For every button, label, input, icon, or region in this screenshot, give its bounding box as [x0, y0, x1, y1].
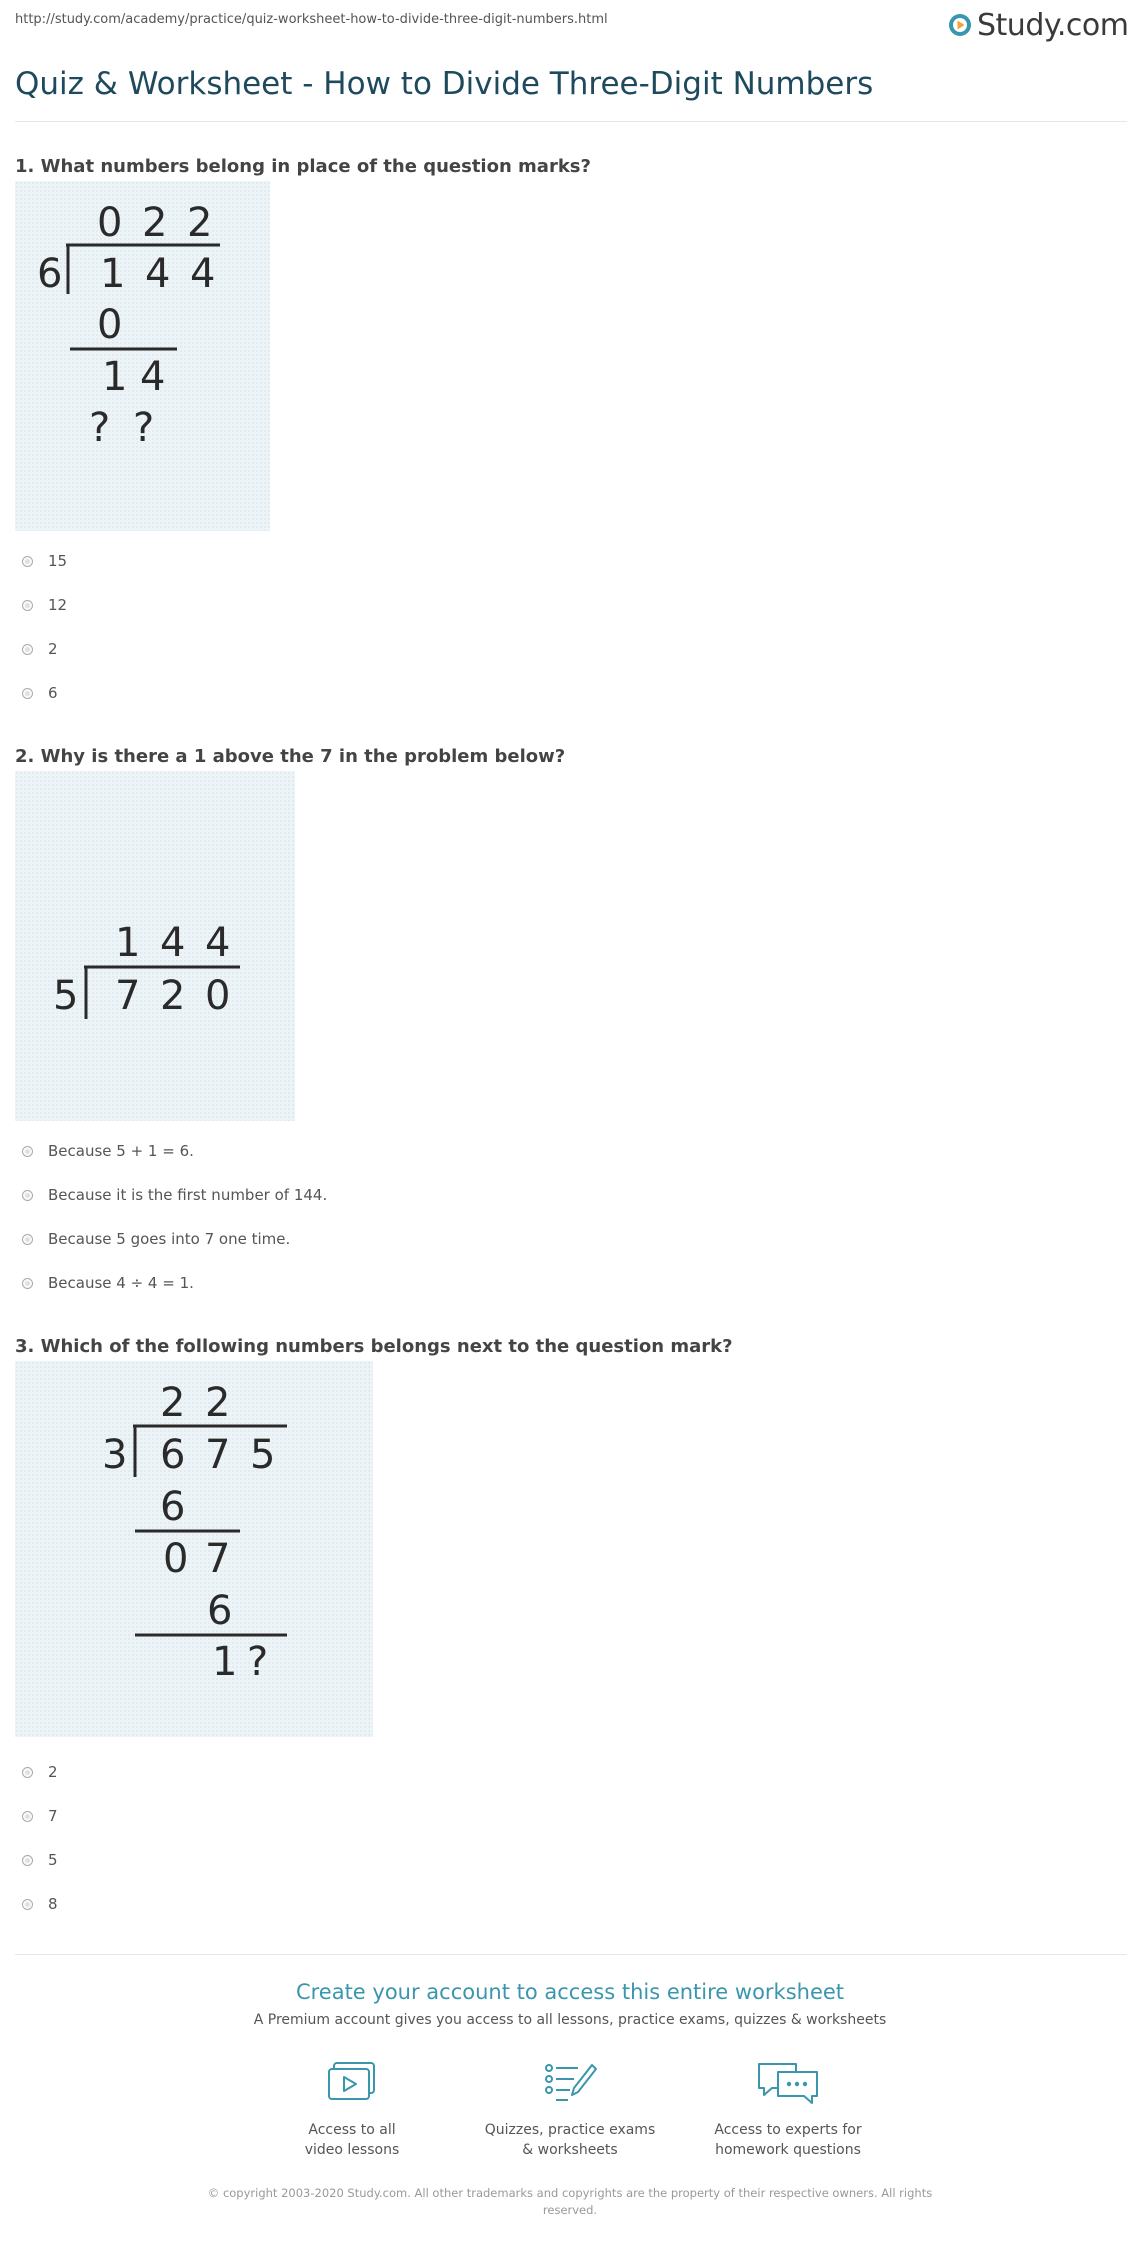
q3-question-mark: ? — [247, 1639, 269, 1685]
experts-chat-icon — [756, 2060, 820, 2106]
q1-step-digit: 0 — [97, 302, 123, 348]
option-label: Because it is the first number of 144. — [48, 1186, 328, 1204]
radio-button[interactable] — [22, 1899, 33, 1910]
feature-label: video lessons — [304, 2142, 400, 2158]
option-label: 5 — [48, 1851, 58, 1869]
play-circle-icon — [948, 13, 972, 37]
q1-quotient-digit: 2 — [187, 200, 213, 246]
option-label: 7 — [48, 1807, 58, 1825]
radio-button[interactable] — [22, 1278, 33, 1289]
page-url: http://study.com/academy/practice/quiz-worksheet-how-to-divide-three-digit-numbers.html — [15, 12, 608, 27]
quizzes-icon — [542, 2060, 598, 2106]
copyright: © copyright 2003-2020 Study.com. All other trademarks and copyrights are the property of their respective owners. All rights reserved. — [207, 2186, 933, 2217]
q3-dividend-digit: 5 — [250, 1432, 276, 1478]
q1-option[interactable] — [22, 683, 58, 703]
q2-option[interactable] — [22, 1185, 327, 1205]
q1-divisor: 6 — [37, 251, 63, 297]
radio-button[interactable] — [22, 1811, 33, 1822]
q2-divisor: 5 — [53, 973, 79, 1019]
cta-title[interactable]: Create your account to access this entire worksheet — [295, 1980, 845, 2004]
radio-button[interactable] — [22, 600, 33, 611]
q3-quotient-digit: 2 — [160, 1380, 186, 1426]
q1-step-digit: 1 — [102, 354, 128, 400]
feature-label: & worksheets — [522, 2142, 618, 2158]
question-2: 2. Why is there a 1 above the 7 in the problem below? — [15, 746, 566, 767]
q2-quotient-digit: 4 — [205, 920, 231, 966]
q3-dividend-digit: 6 — [160, 1432, 186, 1478]
q3-dividend-digit: 7 — [205, 1432, 231, 1478]
section-divider — [15, 1954, 1127, 1955]
q3-option[interactable] — [22, 1806, 58, 1826]
q1-dividend-digit: 4 — [145, 251, 171, 297]
q3-step-digit: 6 — [160, 1484, 186, 1530]
q1-question-mark: ? — [89, 405, 111, 451]
q2-option[interactable] — [22, 1273, 194, 1293]
q1-option[interactable] — [22, 595, 67, 615]
radio-button[interactable] — [22, 1767, 33, 1778]
option-label: 6 — [48, 684, 58, 702]
radio-button[interactable] — [22, 1146, 33, 1157]
radio-button[interactable] — [22, 688, 33, 699]
option-label: 2 — [48, 1763, 58, 1781]
feature-quizzes — [470, 2060, 670, 2160]
page-title: Quiz & Worksheet - How to Divide Three-Digit Numbers — [15, 66, 874, 102]
title-divider — [15, 121, 1127, 122]
q3-option[interactable] — [22, 1762, 58, 1782]
feature-video-lessons — [252, 2060, 452, 2160]
video-lessons-icon — [326, 2060, 378, 2106]
question-1-figure — [15, 181, 270, 531]
question-2-figure — [15, 771, 295, 1121]
feature-label: homework questions — [715, 2142, 861, 2158]
feature-label: Quizzes, practice exams — [484, 2122, 656, 2138]
q3-quotient-digit: 2 — [205, 1380, 231, 1426]
q2-dividend-digit: 0 — [205, 973, 231, 1019]
q2-option[interactable] — [22, 1141, 194, 1161]
feature-label: Access to experts for — [714, 2122, 862, 2138]
feature-label: Access to all — [308, 2122, 396, 2138]
option-label: 2 — [48, 640, 58, 658]
q1-question-mark: ? — [133, 405, 155, 451]
q3-step-digit: 1 — [212, 1639, 238, 1685]
cta-subtitle: A Premium account gives you access to all lessons, practice exams, quizzes & worksheets — [253, 2012, 887, 2028]
radio-button[interactable] — [22, 556, 33, 567]
q3-step-digit: 7 — [205, 1536, 231, 1582]
q1-option[interactable] — [22, 639, 58, 659]
question-3: 3. Which of the following numbers belongs next to the question mark? — [15, 1336, 733, 1357]
q1-dividend-digit: 1 — [100, 251, 126, 297]
q1-quotient-digit: 0 — [97, 200, 123, 246]
study-logo[interactable] — [948, 8, 1128, 42]
radio-button[interactable] — [22, 1855, 33, 1866]
q2-option[interactable] — [22, 1229, 290, 1249]
question-3-figure — [15, 1361, 373, 1737]
q1-dividend-digit: 4 — [190, 251, 216, 297]
option-label: 15 — [48, 552, 68, 570]
q3-option[interactable] — [22, 1850, 58, 1870]
option-label: 12 — [48, 596, 68, 614]
q2-dividend-digit: 7 — [115, 973, 141, 1019]
option-label: 8 — [48, 1895, 58, 1913]
feature-experts — [688, 2060, 888, 2160]
radio-button[interactable] — [22, 644, 33, 655]
q3-option[interactable] — [22, 1894, 58, 1914]
q3-step-digit: 0 — [163, 1536, 189, 1582]
option-label: Because 5 + 1 = 6. — [48, 1142, 194, 1160]
logo-text: Study.com — [977, 7, 1129, 43]
q3-divisor: 3 — [102, 1432, 128, 1478]
radio-button[interactable] — [22, 1234, 33, 1245]
q3-step-digit: 6 — [207, 1588, 233, 1634]
question-1: 1. What numbers belong in place of the question marks? — [15, 156, 591, 177]
option-label: Because 4 ÷ 4 = 1. — [48, 1274, 194, 1292]
q1-step-digit: 4 — [140, 354, 166, 400]
q2-quotient-digit: 1 — [115, 920, 141, 966]
q2-quotient-digit: 4 — [160, 920, 186, 966]
option-label: Because 5 goes into 7 one time. — [48, 1230, 291, 1248]
q2-dividend-digit: 2 — [160, 973, 186, 1019]
q1-quotient-digit: 2 — [142, 200, 168, 246]
radio-button[interactable] — [22, 1190, 33, 1201]
q1-option[interactable] — [22, 551, 67, 571]
